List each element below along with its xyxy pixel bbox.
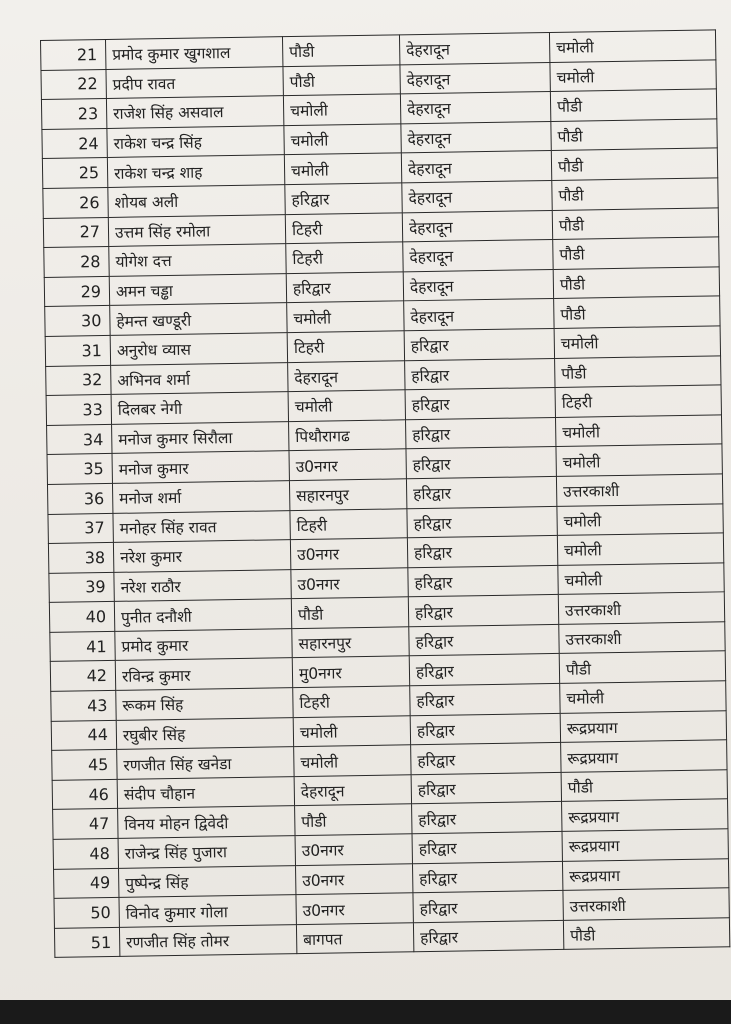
employee-name-cell: मनोज कुमार सिरौला bbox=[112, 421, 289, 453]
transfer-posting-cell: पौडी bbox=[559, 651, 725, 683]
employee-name-cell: विनय मोहन द्विवेदी bbox=[118, 806, 295, 838]
serial-number-cell: 29 bbox=[44, 276, 109, 307]
employee-name-cell: हेमन्त खण्डूरी bbox=[110, 303, 287, 335]
transfer-posting-cell: पौडी bbox=[554, 296, 720, 328]
employee-name-cell: शोयब अली bbox=[108, 185, 285, 217]
employee-name-cell: राजेश सिंह असवाल bbox=[106, 96, 283, 128]
employee-name-cell: पुनीत दनौशी bbox=[114, 599, 291, 631]
home-district-cell: पौडी bbox=[282, 35, 399, 66]
home-district-cell: पौडी bbox=[283, 64, 400, 95]
current-posting-cell: हरिद्वार bbox=[406, 417, 556, 449]
employee-name-cell: मनोहर सिंह रावत bbox=[113, 510, 290, 542]
home-district-cell: उ0नगर bbox=[290, 538, 407, 569]
transfer-posting-cell: पौडी bbox=[551, 119, 717, 151]
serial-number-cell: 45 bbox=[52, 750, 117, 781]
home-district-cell: देहरादून bbox=[288, 360, 405, 391]
transfer-posting-cell: उत्तरकाशी bbox=[556, 474, 722, 506]
current-posting-cell: देहरादून bbox=[402, 180, 552, 212]
home-district-cell: चमोली bbox=[293, 715, 410, 746]
home-district-cell: चमोली bbox=[283, 94, 400, 125]
serial-number-cell: 32 bbox=[46, 365, 111, 396]
current-posting-cell: हरिद्वार bbox=[405, 388, 555, 420]
current-posting-cell: देहरादून bbox=[401, 121, 551, 153]
employee-name-cell: राजेन्द्र सिंह पुजारा bbox=[118, 836, 295, 868]
serial-number-cell: 51 bbox=[54, 927, 119, 958]
current-posting-cell: हरिद्वार bbox=[406, 447, 556, 479]
serial-number-cell: 34 bbox=[47, 424, 112, 455]
table-body bbox=[41, 30, 730, 958]
home-district-cell: उ0नगर bbox=[291, 567, 408, 598]
transfer-posting-cell: पौडी bbox=[555, 355, 721, 387]
employee-name-cell: प्रमोद कुमार bbox=[115, 628, 292, 660]
current-posting-cell: हरिद्वार bbox=[412, 802, 562, 834]
serial-number-cell: 23 bbox=[41, 99, 106, 130]
home-district-cell: पौडी bbox=[295, 804, 412, 835]
employee-name-cell: अमन चड्ढा bbox=[109, 273, 286, 305]
current-posting-cell: हरिद्वार bbox=[411, 772, 561, 804]
employee-name-cell: अनुरोध व्यास bbox=[110, 333, 287, 365]
employee-name-cell: रविन्द्र कुमार bbox=[115, 658, 292, 690]
home-district-cell: टिहरी bbox=[287, 331, 404, 362]
serial-number-cell: 37 bbox=[48, 513, 113, 544]
home-district-cell: मु0नगर bbox=[292, 656, 409, 687]
transfer-table bbox=[40, 29, 730, 958]
home-district-cell: टिहरी bbox=[290, 508, 407, 539]
current-posting-cell: हरिद्वार bbox=[413, 920, 563, 952]
home-district-cell: पिथौरागढ bbox=[289, 420, 406, 451]
serial-number-cell: 33 bbox=[46, 395, 111, 426]
current-posting-cell: हरिद्वार bbox=[405, 358, 555, 390]
home-district-cell: देहरादून bbox=[294, 775, 411, 806]
employee-name-cell: पुष्पेन्द्र सिंह bbox=[119, 865, 296, 897]
current-posting-cell: हरिद्वार bbox=[410, 683, 560, 715]
employee-name-cell: नरेश राठौर bbox=[114, 569, 291, 601]
serial-number-cell: 26 bbox=[43, 187, 108, 218]
current-posting-cell: देहरादून bbox=[399, 32, 549, 64]
home-district-cell: चमोली bbox=[294, 745, 411, 776]
employee-name-cell: राकेश चन्द्र सिंह bbox=[107, 125, 284, 157]
serial-number-cell: 22 bbox=[41, 69, 106, 100]
serial-number-cell: 38 bbox=[48, 543, 113, 574]
employee-name-cell: रणजीत सिंह तोमर bbox=[119, 924, 296, 956]
current-posting-cell: हरिद्वार bbox=[412, 831, 562, 863]
transfer-posting-cell: उत्तरकाशी bbox=[559, 622, 725, 654]
transfer-posting-cell: रूद्रप्रयाग bbox=[562, 858, 728, 890]
current-posting-cell: हरिद्वार bbox=[408, 565, 558, 597]
current-posting-cell: हरिद्वार bbox=[411, 743, 561, 775]
transfer-posting-cell: पौडी bbox=[552, 178, 718, 210]
home-district-cell: सहारनपुर bbox=[292, 627, 409, 658]
transfer-posting-cell: पौडी bbox=[563, 918, 729, 950]
employee-name-cell: प्रमोद कुमार खुगशाल bbox=[105, 37, 282, 69]
current-posting-cell: हरिद्वार bbox=[408, 595, 558, 627]
serial-number-cell: 43 bbox=[51, 690, 116, 721]
home-district-cell: चमोली bbox=[284, 124, 401, 155]
transfer-posting-cell: पौडी bbox=[551, 148, 717, 180]
employee-name-cell: विनोद कुमार गोला bbox=[119, 895, 296, 927]
transfer-posting-cell: चमोली bbox=[550, 59, 716, 91]
current-posting-cell: देहरादून bbox=[403, 269, 553, 301]
current-posting-cell: देहरादून bbox=[400, 62, 550, 94]
serial-number-cell: 28 bbox=[44, 247, 109, 278]
serial-number-cell: 49 bbox=[54, 868, 119, 899]
serial-number-cell: 44 bbox=[51, 720, 116, 751]
transfer-posting-cell: रूद्रप्रयाग bbox=[561, 740, 727, 772]
transfer-posting-cell: रूद्रप्रयाग bbox=[562, 799, 728, 831]
home-district-cell: चमोली bbox=[287, 301, 404, 332]
employee-name-cell: मनोज शर्मा bbox=[112, 481, 289, 513]
current-posting-cell: हरिद्वार bbox=[404, 328, 554, 360]
employee-name-cell: दिलबर नेगी bbox=[111, 392, 288, 424]
current-posting-cell: हरिद्वार bbox=[409, 654, 559, 686]
serial-number-cell: 40 bbox=[49, 602, 114, 633]
current-posting-cell: हरिद्वार bbox=[413, 891, 563, 923]
transfer-posting-cell: रूद्रप्रयाग bbox=[562, 829, 728, 861]
serial-number-cell: 25 bbox=[42, 158, 107, 189]
serial-number-cell: 21 bbox=[41, 39, 106, 70]
transfer-posting-cell: पौडी bbox=[552, 207, 718, 239]
current-posting-cell: हरिद्वार bbox=[406, 476, 556, 508]
bottom-bar bbox=[0, 1000, 731, 1024]
transfer-posting-cell: चमोली bbox=[560, 681, 726, 713]
employee-name-cell: रणजीत सिंह खनेडा bbox=[117, 747, 294, 779]
transfer-posting-cell: चमोली bbox=[555, 415, 721, 447]
serial-number-cell: 30 bbox=[45, 306, 110, 337]
serial-number-cell: 47 bbox=[53, 809, 118, 840]
home-district-cell: टिहरी bbox=[293, 686, 410, 717]
current-posting-cell: देहरादून bbox=[404, 299, 554, 331]
employee-name-cell: मनोज कुमार bbox=[112, 451, 289, 483]
serial-number-cell: 42 bbox=[50, 661, 115, 692]
current-posting-cell: देहरादून bbox=[401, 151, 551, 183]
transfer-posting-cell: चमोली bbox=[557, 503, 723, 535]
home-district-cell: सहारनपुर bbox=[289, 479, 406, 510]
current-posting-cell: हरिद्वार bbox=[410, 713, 560, 745]
serial-number-cell: 35 bbox=[47, 454, 112, 485]
serial-number-cell: 31 bbox=[45, 335, 110, 366]
home-district-cell: उ0नगर bbox=[296, 893, 413, 924]
employee-name-cell: राकेश चन्द्र शाह bbox=[107, 155, 284, 187]
transfer-posting-cell: चमोली bbox=[549, 30, 715, 62]
employee-name-cell: संदीप चौहान bbox=[117, 776, 294, 808]
transfer-posting-cell: टिहरी bbox=[555, 385, 721, 417]
home-district-cell: हरिद्वार bbox=[286, 272, 403, 303]
transfer-posting-cell: चमोली bbox=[554, 326, 720, 358]
transfer-posting-cell: चमोली bbox=[556, 444, 722, 476]
home-district-cell: बागपत bbox=[296, 923, 413, 954]
employee-name-cell: प्रदीप रावत bbox=[106, 66, 283, 98]
employee-name-cell: उत्तम सिंह रमोला bbox=[108, 214, 285, 246]
home-district-cell: टिहरी bbox=[285, 212, 402, 243]
home-district-cell: उ0नगर bbox=[295, 834, 412, 865]
home-district-cell: टिहरी bbox=[286, 242, 403, 273]
transfer-posting-cell: चमोली bbox=[558, 563, 724, 595]
transfer-posting-cell: उत्तरकाशी bbox=[558, 592, 724, 624]
serial-number-cell: 39 bbox=[49, 572, 114, 603]
current-posting-cell: देहरादून bbox=[403, 240, 553, 272]
transfer-posting-cell: चमोली bbox=[557, 533, 723, 565]
employee-name-cell: अभिनव शर्मा bbox=[111, 362, 288, 394]
serial-number-cell: 48 bbox=[53, 838, 118, 869]
transfer-table-wrapper bbox=[40, 29, 729, 958]
serial-number-cell: 27 bbox=[43, 217, 108, 248]
home-district-cell: पौडी bbox=[291, 597, 408, 628]
serial-number-cell: 46 bbox=[52, 779, 117, 810]
current-posting-cell: हरिद्वार bbox=[412, 861, 562, 893]
current-posting-cell: देहरादून bbox=[400, 92, 550, 124]
employee-name-cell: रूकम सिंह bbox=[116, 688, 293, 720]
home-district-cell: चमोली bbox=[284, 153, 401, 184]
home-district-cell: हरिद्वार bbox=[285, 183, 402, 214]
home-district-cell: उ0नगर bbox=[295, 863, 412, 894]
transfer-posting-cell: उत्तरकाशी bbox=[563, 888, 729, 920]
current-posting-cell: हरिद्वार bbox=[409, 624, 559, 656]
home-district-cell: चमोली bbox=[288, 390, 405, 421]
transfer-posting-cell: रूद्रप्रयाग bbox=[560, 710, 726, 742]
serial-number-cell: 36 bbox=[47, 483, 112, 514]
transfer-posting-cell: पौडी bbox=[553, 237, 719, 269]
transfer-posting-cell: पौडी bbox=[553, 267, 719, 299]
employee-name-cell: नरेश कुमार bbox=[113, 540, 290, 572]
transfer-posting-cell: पौडी bbox=[550, 89, 716, 121]
current-posting-cell: हरिद्वार bbox=[407, 536, 557, 568]
current-posting-cell: देहरादून bbox=[402, 210, 552, 242]
current-posting-cell: हरिद्वार bbox=[407, 506, 557, 538]
serial-number-cell: 50 bbox=[54, 898, 119, 929]
serial-number-cell: 24 bbox=[42, 128, 107, 159]
serial-number-cell: 41 bbox=[50, 631, 115, 662]
employee-name-cell: रघुबीर सिंह bbox=[116, 717, 293, 749]
transfer-posting-cell: पौडी bbox=[561, 770, 727, 802]
employee-name-cell: योगेश दत्त bbox=[109, 244, 286, 276]
home-district-cell: उ0नगर bbox=[289, 449, 406, 480]
